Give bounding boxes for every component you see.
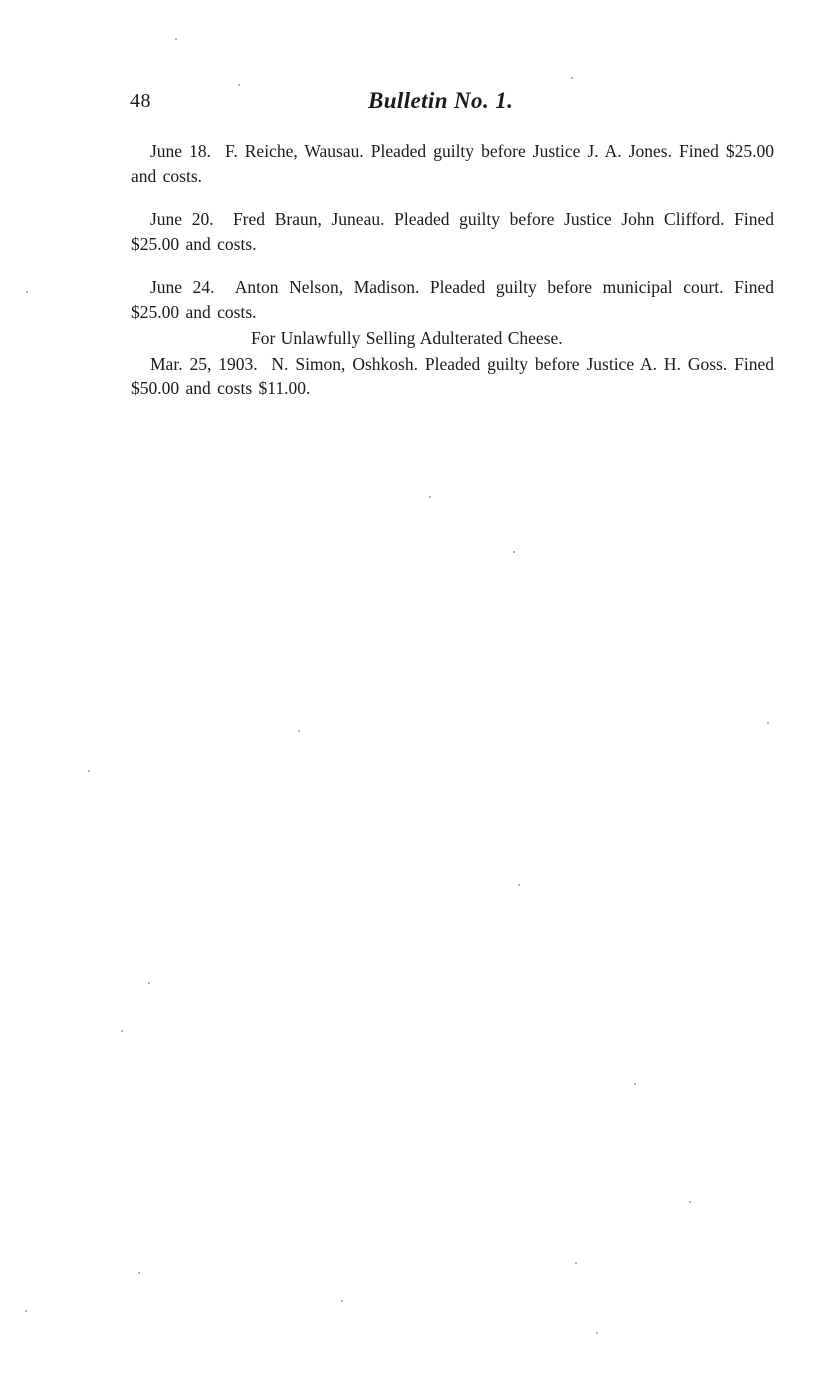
case-date: June 18. — [150, 141, 211, 161]
print-speck — [513, 551, 515, 553]
print-speck — [26, 291, 28, 293]
print-speck — [571, 77, 573, 79]
print-speck — [88, 770, 90, 772]
section-heading: For Unlawfully Selling Adulterated Cheese. — [251, 328, 563, 348]
print-speck — [518, 884, 520, 886]
print-speck — [238, 84, 240, 86]
print-speck — [575, 1262, 577, 1264]
case-date: June 20. — [150, 209, 214, 229]
case-entry — [131, 352, 774, 401]
case-entry — [131, 207, 774, 256]
print-speck — [138, 1272, 140, 1274]
case-text: Anton Nelson, Madison. Pleaded guilty before municipal court. Fined $25.00 and costs. — [131, 277, 774, 322]
case-text: F. Reiche, Wausau. Pleaded guilty before Justice J. A. Jones. Fined $25.00 and costs. — [131, 141, 774, 186]
print-speck — [298, 730, 300, 732]
case-entry — [131, 139, 774, 188]
case-entry — [131, 275, 774, 324]
case-date: June 24. — [150, 277, 215, 297]
case-text: Fred Braun, Juneau. Pleaded guilty before Justice John Clifford. Fined $25.00 and costs. — [131, 209, 775, 254]
print-speck — [634, 1083, 636, 1085]
print-speck — [596, 1332, 598, 1334]
print-speck — [121, 1030, 123, 1032]
page-number: 48 — [130, 90, 151, 112]
page-body — [131, 139, 774, 401]
print-speck — [175, 38, 177, 40]
case-date: Mar. 25, 1903. — [150, 353, 258, 374]
print-speck — [25, 1310, 27, 1312]
print-speck — [148, 982, 150, 984]
print-speck — [689, 1201, 691, 1203]
print-speck — [341, 1300, 343, 1302]
page-header — [130, 88, 775, 128]
print-speck — [429, 496, 431, 498]
running-title: Bulletin No. 1. — [368, 88, 514, 113]
print-speck — [767, 722, 769, 724]
case-text: N. Simon, Oshkosh. Pleaded guilty before Justice A. H. Goss. Fined $50.00 and costs $11.00. — [131, 353, 774, 398]
